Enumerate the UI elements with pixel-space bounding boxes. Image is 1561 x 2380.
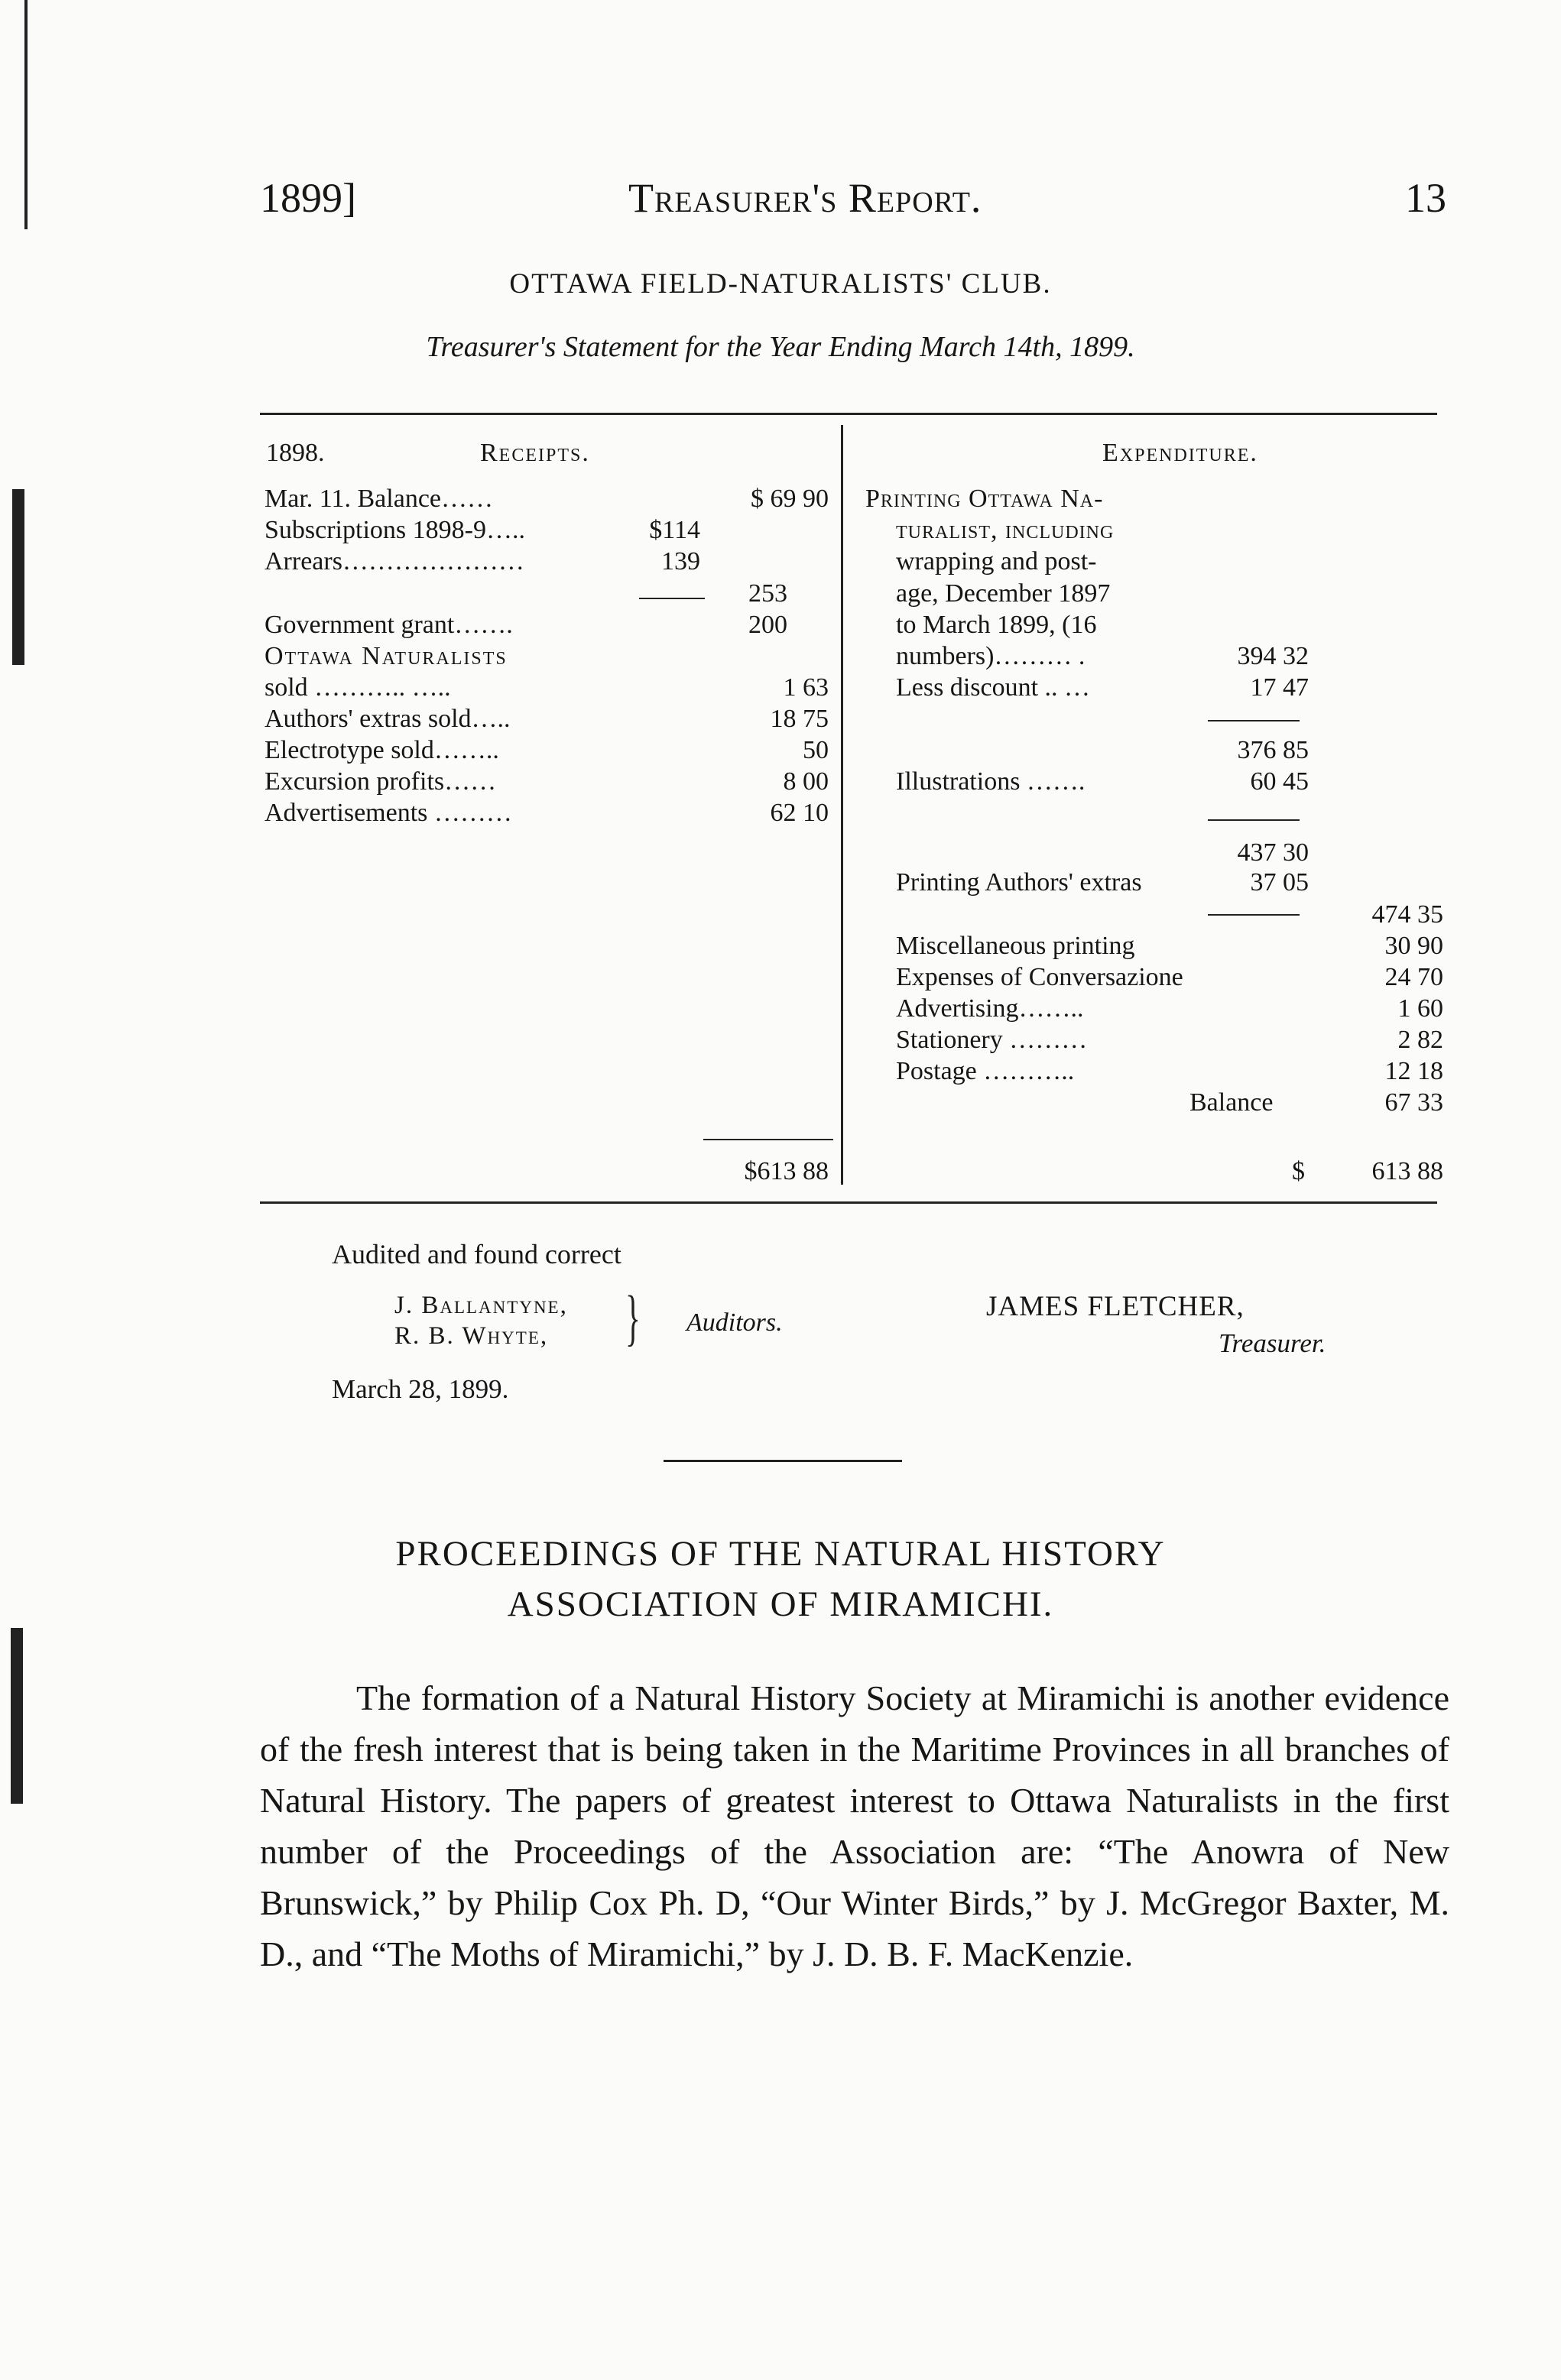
receipt-excursion-label: Excursion profits…… [264,767,497,796]
proceedings-title-line1: PROCEEDINGS OF THE NATURAL HISTORY [395,1534,1166,1574]
receipt-sold-amount: 1 63 [783,673,829,702]
receipt-advertisements-amount: 62 10 [770,799,829,827]
exp-advertising-amount: 1 60 [1397,994,1443,1023]
receipt-authors-amount: 18 75 [770,705,829,733]
receipt-arrears-sub: 139 [661,547,700,576]
section-divider [664,1460,902,1462]
page-number: 13 [1405,175,1446,221]
exp-balance-amount: 67 33 [1384,1088,1443,1117]
receipt-sum-rule [639,598,705,599]
exp-printing-line5: to March 1899, (16 [896,611,1097,639]
exp-rule-2 [1208,819,1300,821]
receipts-total-rule [703,1139,833,1140]
exp-advertising-label: Advertising…….. [896,994,1084,1023]
receipt-arrears-label: Arrears………………… [264,547,524,576]
exp-rule-3 [1208,914,1300,916]
exp-discount-label: Less discount .. … [896,673,1091,702]
exp-misc-label: Miscellaneous printing [896,932,1135,960]
exp-misc-amount: 30 90 [1384,932,1443,960]
receipt-advertisements-label: Advertisements ……… [264,799,512,827]
audit-note: Audited and found correct [332,1239,621,1269]
exp-conversazione-amount: 24 70 [1384,963,1443,991]
receipt-electrotype-amount: 50 [803,736,829,764]
proceedings-title [0,1529,1561,1629]
receipt-subscriptions-sub: $114 [649,516,700,544]
receipt-sold-label: sold ……….. ….. [264,673,451,702]
receipt-subtotal: 253 [748,579,787,608]
receipt-government-label: Government grant……. [264,611,513,639]
page-header-title: Treasurer's Report. [628,175,982,221]
scan-edge-mark [11,1628,23,1804]
exp-total: 613 88 [1371,1157,1443,1185]
table-bottom-rule [260,1201,1437,1204]
table-top-rule [260,413,1437,415]
exp-printing-line1 [865,483,1103,514]
receipt-electrotype-label: Electrotype sold…….. [264,736,499,764]
receipts-total: $613 88 [744,1157,829,1185]
exp-stationery-amount: 2 82 [1397,1026,1443,1054]
exp-balance-label: Balance [1189,1088,1274,1117]
exp-printing-line4: age, December 1897 [896,579,1111,608]
auditor-1: J. Ballantyne, [394,1292,568,1319]
treasurer-title: Treasurer. [1219,1328,1326,1358]
exp-printing-authors-label: Printing Authors' extras [896,868,1142,897]
treasurer-name: JAMES FLETCHER, [986,1291,1245,1322]
club-title: OTTAWA FIELD-NATURALISTS' CLUB. [509,268,1052,300]
exp-illustrations-amount: 60 45 [1250,767,1309,796]
exp-rule-1 [1208,720,1300,721]
exp-printing-amount: 394 32 [1237,642,1309,670]
exp-printing-line2: turalist, including [896,516,1115,544]
receipt-naturalists-label: Ottawa Naturalists [264,642,508,670]
exp-total-sign: $ [1292,1157,1305,1185]
auditor-names [394,1290,568,1351]
receipt-government-amount: 200 [748,611,787,639]
receipts-year: 1898. [266,439,325,467]
auditor-2: R. B. Whyte, [394,1322,549,1350]
receipt-excursion-amount: 8 00 [783,767,829,796]
proceedings-body: The formation of a Natural History Society at Miramichi is another evidence of the fresh interest that is being taken in the Maritime Provinces in all branches of Natural History. The papers of greatest interest to Ottawa Naturalists in the first number of the Proceedings of the Association are: “The Anowra of New Brunswick,” by Philip Cox Ph. D, “Our Winter Birds,” by J. McGregor Baxter, M. D., and “The Moths of Miramichi,” by J. D. B. F. MacKenzie. [260,1678,1449,1973]
exp-discount-amount: 17 47 [1250,673,1309,702]
exp-subtotal1: 437 30 [1237,838,1309,867]
brace-glyph: } [625,1282,641,1352]
receipt-authors-label: Authors' extras sold….. [264,705,511,733]
scan-edge-mark [24,0,28,229]
receipt-subscriptions-label: Subscriptions 1898-9….. [264,516,525,544]
statement-title: Treasurer's Statement for the Year Ending March 14th, 1899. [426,331,1135,363]
receipt-balance-amount: $ 69 90 [751,485,829,513]
exp-printing-line6: numbers)……… . [896,642,1086,670]
receipt-balance-label: Mar. 11. Balance…… [264,485,493,513]
receipts-heading: Receipts. [480,439,590,467]
exp-conversazione-label: Expenses of Conversazione [896,963,1183,991]
scan-edge-mark [12,489,24,665]
exp-printing-authors-amount: 37 05 [1250,868,1309,897]
exp-stationery-label: Stationery ……… [896,1026,1088,1054]
expenditure-heading: Expenditure. [1102,439,1258,467]
exp-printing-line3: wrapping and post- [896,547,1097,576]
proceedings-title-line2: ASSOCIATION OF MIRAMICHI. [507,1584,1054,1624]
audit-date: March 28, 1899. [332,1374,509,1404]
exp-net-printing: 376 85 [1237,736,1309,764]
exp-postage-label: Postage ……….. [896,1057,1075,1085]
exp-subtotal2: 474 35 [1371,900,1443,929]
exp-illustrations-label: Illustrations ……. [896,767,1086,796]
auditors-label: Auditors. [686,1308,783,1337]
exp-postage-amount: 12 18 [1384,1057,1443,1085]
table-center-rule [841,425,843,1185]
exp-printing-line1-text: Printing Ottawa Na- [865,485,1104,513]
page-header-left: 1899] [260,175,356,221]
